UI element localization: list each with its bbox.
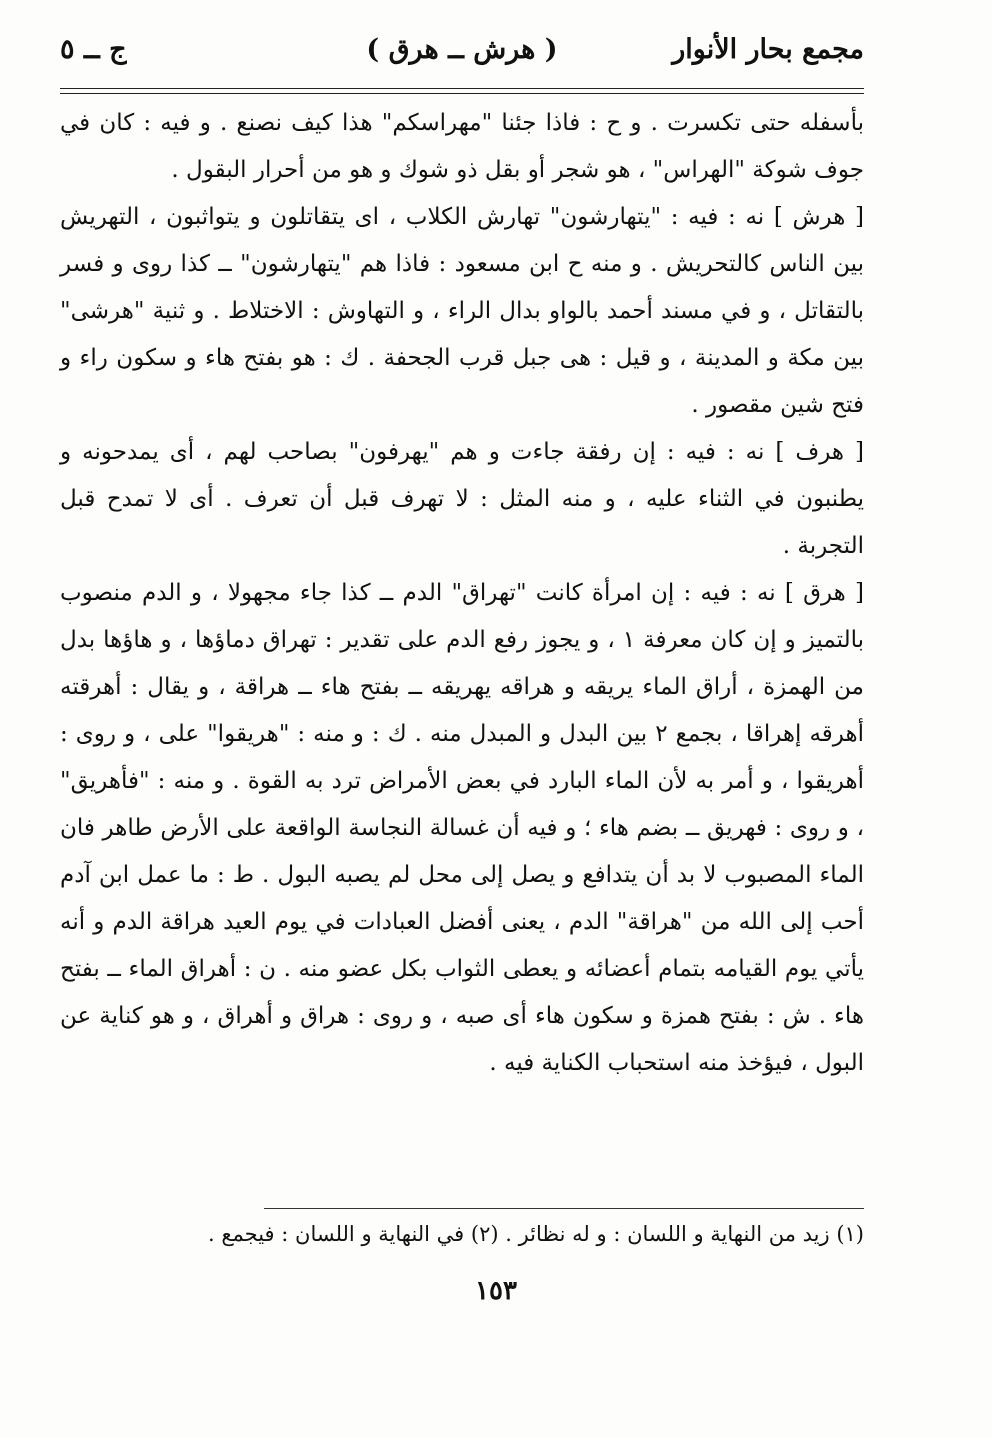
volume-number: ج ــ ٥ <box>60 34 127 65</box>
header-divider <box>60 88 864 94</box>
entry-haraf: [ هرف ] نه : فيه : إن رفقة جاءت و هم "يهرفون" بصاحب لهم ، أى يمدحونه و يطنبون في الثناء عليه ، و منه المثل : لا تهرف قبل أن تعرف . أى لا تمدح قبل التجربة . <box>60 439 864 559</box>
book-title: مجمع بحار الأنوار <box>672 34 864 65</box>
main-text <box>60 100 864 1087</box>
section-heading: ( هرش ــ هرق ) <box>366 34 558 65</box>
entry-haraq: [ هرق ] نه : فيه : إن امرأة كانت "تهراق" الدم ــ كذا جاء مجهولا ، و الدم منصوب بالتميز و إن كان معرفة ١ ، و يجوز رفع الدم على تقدير : تهراق دماؤها ، و هاؤها بدل من الهمزة ، أراق الماء يريقه و هراقه يهريقه ــ بفتح هاء ــ هراقة ، و يقال : أهرقته أهرقه إهراقا ، بجمع ٢ بين البدل و المبدل منه . ك : و منه : "هريقوا" على ، و روى : أهريقوا ، و أمر به لأن الماء البارد في بعض الأمراض ترد به القوة . و منه : "فأهريق" ، و روى : فهريق ــ بضم هاء ؛ و فيه أن غسالة النجاسة الواقعة على الأرض طاهر فان الماء المصبوب لا بد أن يتدافع و يصل إلى محل لم يصبه البول . ط : ما عمل ابن آدم أحب إلى الله من "هراقة" الدم ، يعنى أفضل العبادات في يوم العيد هراقة الدم و أنه يأتي يوم القيامه بتمام أعضائه و يعطى الثواب بكل عضو منه . ن : أهراق الماء ــ بفتح هاء . ش : بفتح همزة و سكون هاء أى صبه ، و روى : هراق و أهراق ، و هو كناية عن البول ، فيؤخذ منه استحباب الكناية فيه . <box>60 580 864 1076</box>
footnote-divider <box>264 1208 864 1209</box>
page-number: ١٥٣ <box>475 1276 517 1306</box>
running-header <box>60 28 864 76</box>
footnotes: (١) زيد من النهاية و اللسان : و له نظائر . (٢) في النهاية و اللسان : فيجمع . <box>208 1222 864 1246</box>
entry-harash: [ هرش ] نه : فيه : "يتهارشون" تهارش الكلاب ، اى يتقاتلون و يتواثبون ، التهريش بين الناس كالتحريش . و منه ح ابن مسعود : فاذا هم "يتهارشون" ــ كذا روى و فسر بالتقاتل ، و في مسند أحمد بالواو بدال الراء ، و التهاوش : الاختلاط . و ثنية "هرشى" بين مكة و المدينة ، و قيل : هى جبل قرب الجحفة . ك : هو بفتح هاء و سكون راء و فتح شين مقصور . <box>60 204 864 418</box>
paragraph-hirs: بأسفله حتى تكسرت . و ح : فاذا جئنا "مهراسكم" هذا كيف نصنع . و فيه : كان في جوف شوكة "الهراس" ، هو شجر أو بقل ذو شوك و هو من أحرار البقول . <box>60 110 864 183</box>
